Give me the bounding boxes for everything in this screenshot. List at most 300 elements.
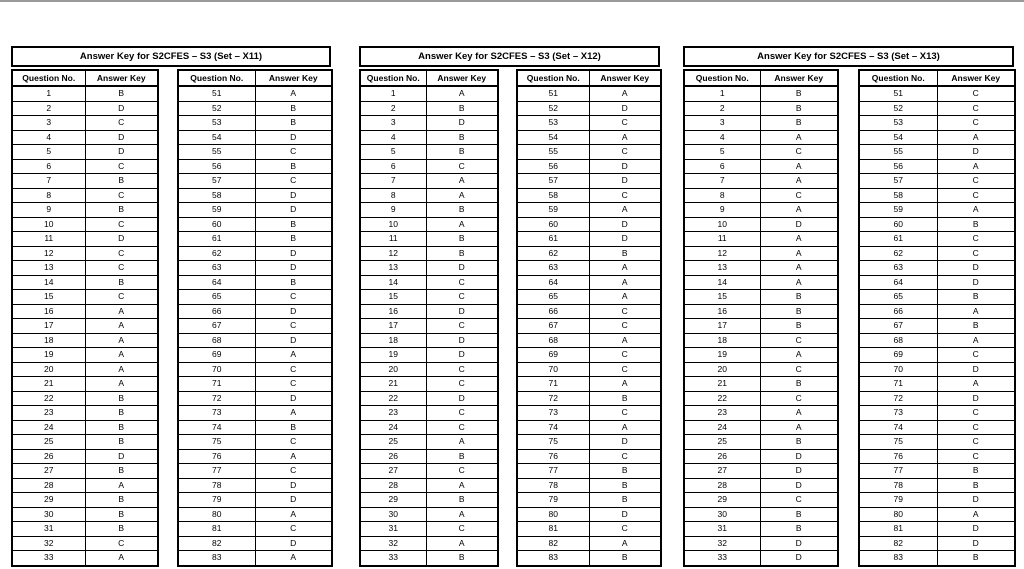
answer-cell: B <box>937 290 1015 305</box>
question-number-cell: 11 <box>360 232 426 247</box>
table-row <box>859 101 1015 116</box>
table-row <box>178 391 332 406</box>
question-number-cell: 72 <box>517 391 589 406</box>
answer-cell: C <box>255 362 332 377</box>
table-row <box>859 275 1015 290</box>
answer-cell: B <box>255 116 332 131</box>
question-number-cell: 17 <box>360 319 426 334</box>
question-number-cell: 55 <box>859 145 937 160</box>
answer-cell: A <box>760 232 838 247</box>
answer-cell: C <box>589 116 661 131</box>
question-number-cell: 18 <box>684 333 760 348</box>
question-number-cell: 59 <box>517 203 589 218</box>
sheet-title: Answer Key for S2CFES – S3 (Set – X12) <box>359 46 660 67</box>
question-number-cell: 70 <box>517 362 589 377</box>
answer-cell: A <box>85 551 158 566</box>
answer-cell: B <box>937 478 1015 493</box>
table-row <box>859 536 1015 551</box>
answer-cell: B <box>426 232 498 247</box>
answer-cell: D <box>589 159 661 174</box>
question-number-cell: 24 <box>12 420 85 435</box>
answer-cell: B <box>426 246 498 261</box>
question-number-cell: 1 <box>684 86 760 101</box>
answer-cell: A <box>589 536 661 551</box>
answer-cell: A <box>760 406 838 421</box>
answer-cell: C <box>255 290 332 305</box>
answer-cell: B <box>426 449 498 464</box>
question-number-cell: 2 <box>360 101 426 116</box>
table-row <box>517 377 661 392</box>
answer-cell: C <box>426 420 498 435</box>
question-number-cell: 63 <box>178 261 255 276</box>
answer-cell: A <box>255 348 332 363</box>
question-number-cell: 64 <box>859 275 937 290</box>
question-number-cell: 51 <box>859 86 937 101</box>
table-row <box>360 493 498 508</box>
question-number-cell: 55 <box>178 145 255 160</box>
question-number-cell: 21 <box>360 377 426 392</box>
question-number-cell: 62 <box>517 246 589 261</box>
answer-cell: A <box>589 290 661 305</box>
column-header-answer-key: Answer Key <box>589 70 661 86</box>
question-number-cell: 14 <box>684 275 760 290</box>
answer-cell: B <box>85 507 158 522</box>
answer-cell: A <box>255 507 332 522</box>
table-row <box>859 464 1015 479</box>
column-header-answer-key: Answer Key <box>85 70 158 86</box>
question-number-cell: 27 <box>684 464 760 479</box>
table-row <box>684 203 838 218</box>
table-row <box>360 174 498 189</box>
table-row <box>859 362 1015 377</box>
question-number-cell: 5 <box>12 145 85 160</box>
answer-cell: A <box>426 478 498 493</box>
table-row <box>859 391 1015 406</box>
column-header-question-no: Question No. <box>178 70 255 86</box>
answer-cell: B <box>937 464 1015 479</box>
answer-cell: A <box>937 159 1015 174</box>
table-row <box>684 507 838 522</box>
table-row <box>517 145 661 160</box>
table-row <box>684 159 838 174</box>
question-number-cell: 10 <box>684 217 760 232</box>
answer-cell: B <box>760 101 838 116</box>
answer-cell: A <box>85 362 158 377</box>
table-row <box>517 406 661 421</box>
answer-cell: A <box>426 188 498 203</box>
question-number-cell: 70 <box>859 362 937 377</box>
table-row <box>360 333 498 348</box>
table-row <box>859 333 1015 348</box>
answer-cell: C <box>426 275 498 290</box>
question-number-cell: 60 <box>178 217 255 232</box>
question-number-cell: 53 <box>517 116 589 131</box>
question-number-cell: 68 <box>178 333 255 348</box>
table-row <box>360 348 498 363</box>
table-row <box>12 493 158 508</box>
question-number-cell: 19 <box>684 348 760 363</box>
table-row <box>517 420 661 435</box>
answer-cell: D <box>589 101 661 116</box>
question-number-cell: 61 <box>178 232 255 247</box>
question-number-cell: 68 <box>517 333 589 348</box>
answer-cell: A <box>426 507 498 522</box>
table-row <box>12 377 158 392</box>
table-row <box>12 290 158 305</box>
table-row <box>360 522 498 537</box>
answer-cell: C <box>85 159 158 174</box>
table-row <box>12 145 158 160</box>
answer-cell: A <box>589 261 661 276</box>
table-row <box>684 420 838 435</box>
answer-cell: B <box>85 522 158 537</box>
question-number-cell: 24 <box>684 420 760 435</box>
table-row <box>684 391 838 406</box>
answer-cell: A <box>760 275 838 290</box>
answer-cell: A <box>760 348 838 363</box>
table-row <box>684 551 838 566</box>
answer-cell: C <box>937 188 1015 203</box>
answer-cell: D <box>255 188 332 203</box>
question-number-cell: 23 <box>684 406 760 421</box>
answer-cell: B <box>426 130 498 145</box>
table-row <box>178 333 332 348</box>
table-row <box>684 304 838 319</box>
question-number-cell: 14 <box>12 275 85 290</box>
answer-cell: A <box>85 333 158 348</box>
question-number-cell: 2 <box>684 101 760 116</box>
question-number-cell: 80 <box>178 507 255 522</box>
table-row <box>684 536 838 551</box>
question-number-cell: 25 <box>684 435 760 450</box>
question-number-cell: 1 <box>360 86 426 101</box>
question-number-cell: 12 <box>12 246 85 261</box>
question-number-cell: 58 <box>178 188 255 203</box>
question-number-cell: 1 <box>12 86 85 101</box>
question-number-cell: 31 <box>684 522 760 537</box>
table-row <box>859 420 1015 435</box>
question-number-cell: 29 <box>12 493 85 508</box>
table-row <box>360 246 498 261</box>
table-row <box>12 406 158 421</box>
question-number-cell: 4 <box>12 130 85 145</box>
table-row <box>517 159 661 174</box>
table-row <box>178 145 332 160</box>
answer-cell: C <box>426 159 498 174</box>
question-number-cell: 18 <box>12 333 85 348</box>
answer-cell: C <box>937 86 1015 101</box>
answer-cell: B <box>760 116 838 131</box>
table-row <box>360 420 498 435</box>
question-number-cell: 28 <box>360 478 426 493</box>
question-number-cell: 63 <box>859 261 937 276</box>
answer-cell: D <box>85 145 158 160</box>
question-number-cell: 76 <box>517 449 589 464</box>
answer-cell: D <box>426 391 498 406</box>
table-row <box>859 188 1015 203</box>
question-number-cell: 68 <box>859 333 937 348</box>
table-row <box>360 159 498 174</box>
table-row <box>12 304 158 319</box>
table-row <box>12 86 158 101</box>
answer-cell: A <box>589 203 661 218</box>
table-row <box>360 101 498 116</box>
table-row <box>684 478 838 493</box>
answer-cell: B <box>760 507 838 522</box>
table-row <box>859 449 1015 464</box>
question-number-cell: 82 <box>178 536 255 551</box>
answer-cell: C <box>589 362 661 377</box>
sheet-title: Answer Key for S2CFES – S3 (Set – X11) <box>11 46 331 67</box>
question-number-cell: 21 <box>684 377 760 392</box>
table-row <box>859 261 1015 276</box>
answer-cell: A <box>255 406 332 421</box>
table-row <box>517 493 661 508</box>
question-number-cell: 81 <box>859 522 937 537</box>
question-number-cell: 7 <box>360 174 426 189</box>
table-row <box>12 449 158 464</box>
answer-cell: C <box>937 435 1015 450</box>
table-row <box>684 348 838 363</box>
answer-table-right <box>516 69 662 567</box>
answer-cell: D <box>760 464 838 479</box>
question-number-cell: 66 <box>859 304 937 319</box>
answer-cell: C <box>426 319 498 334</box>
answer-cell: C <box>589 188 661 203</box>
answer-cell: D <box>760 551 838 566</box>
answer-cell: B <box>426 203 498 218</box>
table-row <box>12 536 158 551</box>
question-number-cell: 65 <box>178 290 255 305</box>
table-row <box>12 275 158 290</box>
table-row <box>859 86 1015 101</box>
table-row <box>517 478 661 493</box>
answer-cell: A <box>589 275 661 290</box>
question-number-cell: 18 <box>360 333 426 348</box>
question-number-cell: 74 <box>859 420 937 435</box>
answer-cell: C <box>589 406 661 421</box>
question-number-cell: 30 <box>684 507 760 522</box>
answer-cell: D <box>937 145 1015 160</box>
table-row <box>517 522 661 537</box>
question-number-cell: 83 <box>178 551 255 566</box>
table-row <box>12 116 158 131</box>
table-row <box>684 464 838 479</box>
column-header-question-no: Question No. <box>859 70 937 86</box>
table-row <box>360 145 498 160</box>
answer-table-right <box>858 69 1016 567</box>
answer-cell: A <box>426 435 498 450</box>
answer-cell: C <box>589 522 661 537</box>
table-row <box>12 174 158 189</box>
answer-cell: D <box>255 478 332 493</box>
answer-cell: A <box>85 478 158 493</box>
answer-cell: D <box>937 536 1015 551</box>
question-number-cell: 75 <box>178 435 255 450</box>
question-number-cell: 74 <box>517 420 589 435</box>
answer-cell: A <box>85 348 158 363</box>
question-number-cell: 77 <box>859 464 937 479</box>
answer-cell: D <box>255 493 332 508</box>
table-row <box>178 507 332 522</box>
question-number-cell: 67 <box>517 319 589 334</box>
question-number-cell: 28 <box>12 478 85 493</box>
table-row <box>517 319 661 334</box>
answer-cell: A <box>589 377 661 392</box>
question-number-cell: 60 <box>517 217 589 232</box>
table-row <box>178 449 332 464</box>
table-row <box>517 449 661 464</box>
answer-cell: D <box>760 536 838 551</box>
answer-cell: D <box>937 391 1015 406</box>
table-row <box>178 86 332 101</box>
table-row <box>684 217 838 232</box>
table-row <box>178 174 332 189</box>
answer-cell: B <box>760 290 838 305</box>
question-number-cell: 25 <box>12 435 85 450</box>
table-row <box>517 275 661 290</box>
answer-cell: C <box>85 261 158 276</box>
column-header-question-no: Question No. <box>517 70 589 86</box>
question-number-cell: 32 <box>360 536 426 551</box>
answer-cell: B <box>937 319 1015 334</box>
question-number-cell: 21 <box>12 377 85 392</box>
answer-cell: A <box>589 333 661 348</box>
question-number-cell: 11 <box>684 232 760 247</box>
table-row <box>178 188 332 203</box>
question-number-cell: 69 <box>178 348 255 363</box>
table-row <box>12 478 158 493</box>
table-row <box>859 159 1015 174</box>
question-number-cell: 13 <box>360 261 426 276</box>
answer-cell: C <box>937 232 1015 247</box>
answer-cell: C <box>937 101 1015 116</box>
column-header-answer-key: Answer Key <box>426 70 498 86</box>
question-number-cell: 82 <box>859 536 937 551</box>
question-number-cell: 66 <box>517 304 589 319</box>
question-number-cell: 81 <box>517 522 589 537</box>
question-number-cell: 71 <box>859 377 937 392</box>
answer-cell: B <box>255 232 332 247</box>
question-number-cell: 33 <box>360 551 426 566</box>
answer-cell: A <box>937 507 1015 522</box>
answer-cell: C <box>760 362 838 377</box>
table-row <box>517 261 661 276</box>
question-number-cell: 25 <box>360 435 426 450</box>
answer-cell: C <box>255 464 332 479</box>
answer-cell: C <box>85 290 158 305</box>
question-number-cell: 61 <box>859 232 937 247</box>
table-row <box>12 391 158 406</box>
question-number-cell: 56 <box>178 159 255 174</box>
answer-cell: D <box>760 478 838 493</box>
table-row <box>517 551 661 566</box>
answer-cell: C <box>426 362 498 377</box>
answer-cell: D <box>85 449 158 464</box>
answer-cell: C <box>85 246 158 261</box>
question-number-cell: 6 <box>684 159 760 174</box>
question-number-cell: 24 <box>360 420 426 435</box>
question-number-cell: 6 <box>360 159 426 174</box>
question-number-cell: 67 <box>859 319 937 334</box>
table-row <box>12 319 158 334</box>
answer-cell: C <box>255 145 332 160</box>
question-number-cell: 53 <box>859 116 937 131</box>
answer-cell: D <box>426 348 498 363</box>
answer-cell: D <box>760 217 838 232</box>
table-row <box>517 362 661 377</box>
table-row <box>360 319 498 334</box>
table-row <box>178 203 332 218</box>
question-number-cell: 16 <box>360 304 426 319</box>
table-row <box>684 101 838 116</box>
answer-cell: C <box>255 174 332 189</box>
answer-cell: D <box>426 304 498 319</box>
table-row <box>360 217 498 232</box>
answer-cell: C <box>85 217 158 232</box>
question-number-cell: 17 <box>684 319 760 334</box>
table-row <box>517 174 661 189</box>
question-number-cell: 55 <box>517 145 589 160</box>
table-row <box>178 435 332 450</box>
answer-cell: B <box>937 551 1015 566</box>
answer-cell: B <box>85 174 158 189</box>
question-number-cell: 23 <box>360 406 426 421</box>
question-number-cell: 51 <box>517 86 589 101</box>
question-number-cell: 7 <box>684 174 760 189</box>
table-row <box>12 362 158 377</box>
answer-cell: D <box>255 246 332 261</box>
question-number-cell: 64 <box>517 275 589 290</box>
question-number-cell: 82 <box>517 536 589 551</box>
answer-cell: A <box>937 203 1015 218</box>
question-number-cell: 64 <box>178 275 255 290</box>
answer-cell: A <box>426 217 498 232</box>
question-number-cell: 79 <box>178 493 255 508</box>
table-row <box>517 188 661 203</box>
answer-cell: C <box>426 290 498 305</box>
table-row <box>360 362 498 377</box>
question-number-cell: 76 <box>859 449 937 464</box>
table-row <box>517 86 661 101</box>
question-number-cell: 8 <box>360 188 426 203</box>
question-number-cell: 58 <box>859 188 937 203</box>
answer-cell: A <box>255 449 332 464</box>
answer-cell: A <box>426 536 498 551</box>
question-number-cell: 54 <box>517 130 589 145</box>
table-row <box>178 116 332 131</box>
question-number-cell: 26 <box>360 449 426 464</box>
answer-cell: A <box>760 261 838 276</box>
top-border-line <box>0 0 1024 2</box>
table-row <box>859 551 1015 566</box>
answer-cell: C <box>937 116 1015 131</box>
table-row <box>178 159 332 174</box>
question-number-cell: 72 <box>859 391 937 406</box>
question-number-cell: 57 <box>517 174 589 189</box>
answer-cell: A <box>85 304 158 319</box>
table-row <box>859 348 1015 363</box>
table-row <box>859 290 1015 305</box>
question-number-cell: 79 <box>517 493 589 508</box>
table-row <box>684 435 838 450</box>
answer-cell: C <box>937 174 1015 189</box>
column-header-answer-key: Answer Key <box>937 70 1015 86</box>
question-number-cell: 17 <box>12 319 85 334</box>
table-row <box>859 217 1015 232</box>
table-row <box>684 362 838 377</box>
question-number-cell: 67 <box>178 319 255 334</box>
